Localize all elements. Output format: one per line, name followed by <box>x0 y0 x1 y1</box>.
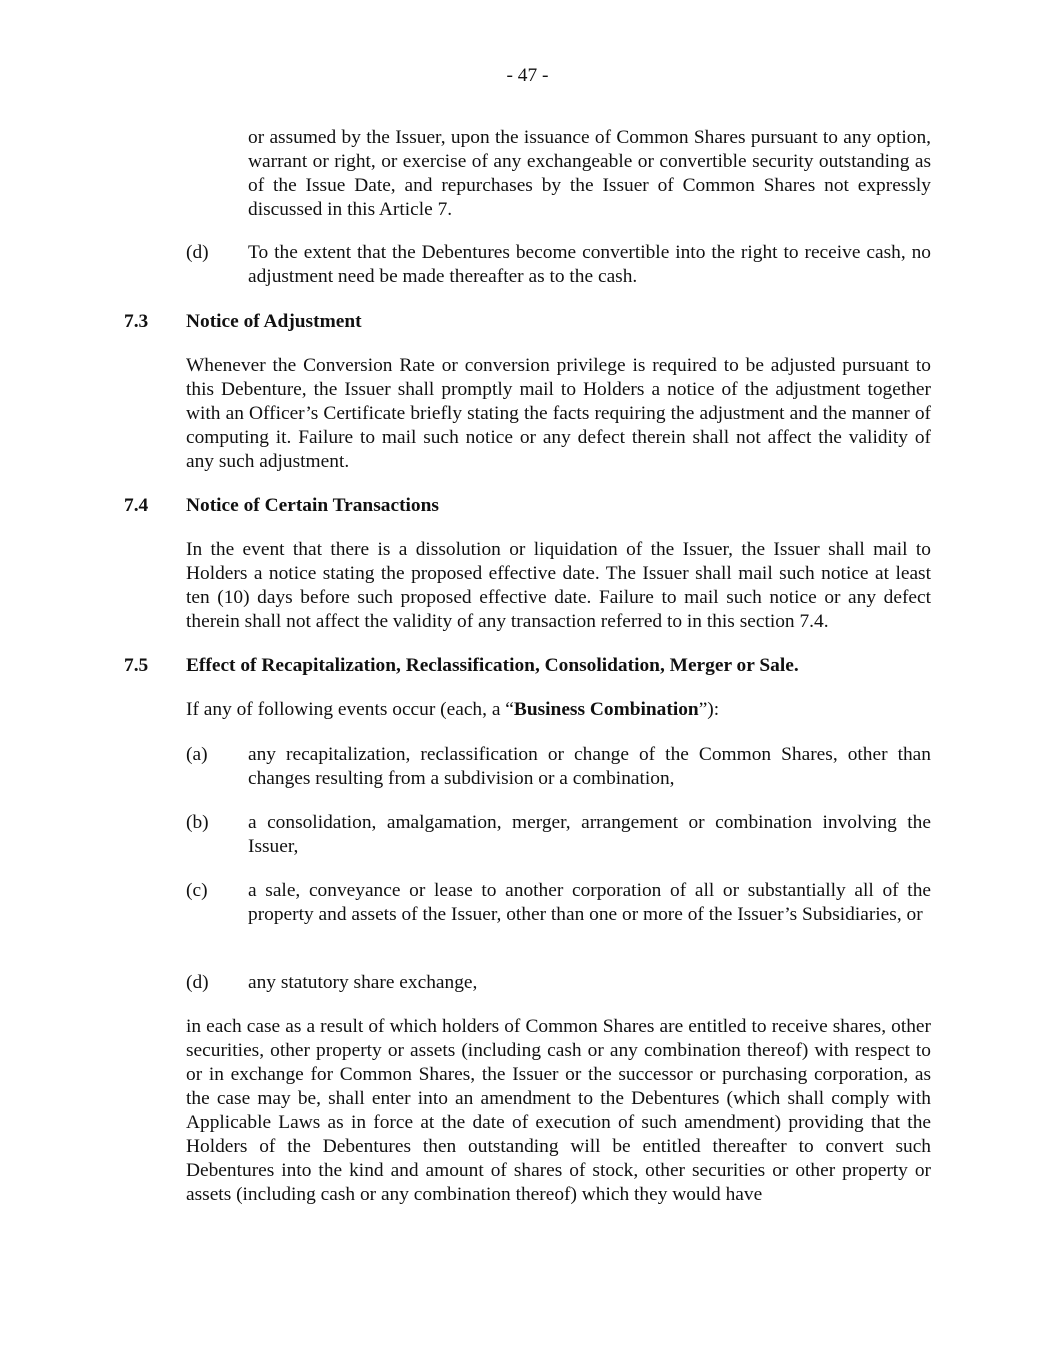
section-title: Effect of Recapitalization, Reclassification, Consolidation, Merger or Sale. <box>186 655 799 676</box>
list-item-text: To the extent that the Debentures become convertible into the right to receive cash, no adjustment need be made thereafter as to the cash. <box>248 242 931 287</box>
section-7-3-body: Whenever the Conversion Rate or conversion privilege is required to be adjusted pursuant to this Debenture, the Issuer shall promptly mail to Holders a notice of the adjustment together with an Officer’s Certificate briefly stating the facts requiring the adjustment and the manner of computing it. Failure to mail such notice or any defect therein shall not affect the validity of any such adjustment. <box>186 355 931 472</box>
list-item-label: (a) <box>186 744 208 765</box>
section-number: 7.5 <box>124 655 149 676</box>
intro-text-after: ”): <box>698 699 720 720</box>
intro-text-before: If any of following events occur (each, a “ <box>186 699 514 720</box>
defined-term: Business Combination <box>513 699 699 720</box>
list-item-label: (c) <box>186 880 208 901</box>
continuation-paragraph: or assumed by the Issuer, upon the issuance of Common Shares pursuant to any option, warrant or right, or exercise of any exchangeable or convertible security outstanding as of the Issue Date, and repurchases by the Issuer of Common Shares not expressly discussed in this Article 7. <box>248 127 931 220</box>
section-7-5-closing: in each case as a result of which holders of Common Shares are entitled to receive shares, other securities, other property or assets (including cash or any combination thereof) with respect to or in exchange for Common Shares, the Issuer or the successor or purchasing corporation, as the case may be, shall enter into an amendment to the Debentures (which shall comply with Applicable Laws as in force at the date of execution of such amendment) providing that the Holders of the Debentures then outstanding will be entitled thereafter to convert such Debentures into the kind and amount of shares of stock, other securities or other property or assets (including cash or any combination thereof) which they would have <box>186 1016 931 1205</box>
list-item-text: any recapitalization, reclassification or change of the Common Shares, other than changes resulting from a subdivision or a combination, <box>248 744 931 789</box>
list-item-label: (b) <box>186 812 209 833</box>
list-item-text: a consolidation, amalgamation, merger, arrangement or combination involving the Issuer, <box>248 812 931 857</box>
page-number: - 47 - <box>506 65 549 86</box>
section-number: 7.4 <box>124 495 149 516</box>
section-title: Notice of Adjustment <box>186 311 362 332</box>
section-title: Notice of Certain Transactions <box>186 495 439 516</box>
list-item-text: any statutory share exchange, <box>248 972 478 993</box>
section-7-4-body: In the event that there is a dissolution or liquidation of the Issuer, the Issuer shall mail to Holders a notice stating the proposed effective date. The Issuer shall mail such notice at least ten (10) days before such proposed effective date. Failure to mail such notice or any defect therein shall not affect the validity of any transaction referred to in this section 7.4. <box>186 539 931 632</box>
section-number: 7.3 <box>124 311 149 332</box>
list-item-text: a sale, conveyance or lease to another corporation of all or substantially all of the property and assets of the Issuer, other than one or more of the Issuer’s Subsidiaries, or <box>248 880 931 925</box>
section-7-5-intro <box>186 698 931 722</box>
list-item-label: (d) <box>186 242 209 263</box>
list-item-label: (d) <box>186 972 209 993</box>
